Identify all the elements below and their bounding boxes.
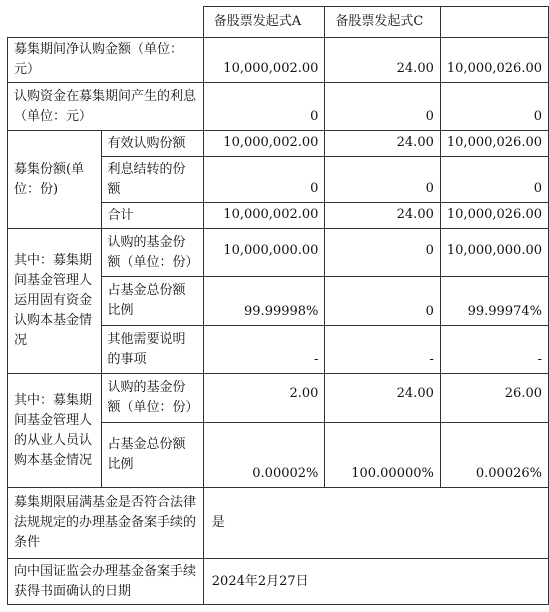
cell-value: 0	[325, 229, 440, 277]
cell-value: 0	[203, 157, 325, 203]
row-label: 认购的基金份额（单位：份）	[101, 374, 203, 423]
col-header-a: 备股票发起式A	[203, 7, 325, 38]
cell-value: 0	[325, 83, 440, 131]
row-label: 募集期限届满基金是否符合法律法规规定的办理基金备案手续的条件	[8, 488, 204, 559]
confirm-date-value: 2024年2月27日	[203, 559, 548, 605]
cell-value: 10,000,026.00	[440, 131, 548, 157]
cell-value: 0	[325, 157, 440, 203]
cell-value: 0.00026%	[440, 423, 548, 488]
cell-value: -	[440, 326, 548, 374]
cell-value: 0	[203, 83, 325, 131]
row-label: 其他需要说明的事项	[101, 326, 203, 374]
row-label: 占基金总份额比例	[101, 423, 203, 488]
cell-value: 0	[440, 83, 548, 131]
header-corner	[8, 7, 204, 38]
cell-value: 10,000,002.00	[203, 203, 325, 229]
cell-value: 99.99974%	[440, 277, 548, 326]
cell-value: 10,000,000.00	[440, 229, 548, 277]
cell-value: 99.99998%	[203, 277, 325, 326]
table-row	[8, 38, 549, 83]
cell-value: 10,000,026.00	[440, 203, 548, 229]
col-header-c: 备股票发起式C	[325, 7, 440, 38]
conditions-value: 是	[203, 488, 548, 559]
table-row	[8, 488, 549, 559]
row-label: 占基金总份额比例	[101, 277, 203, 326]
cell-value: 10,000,026.00	[440, 38, 548, 83]
group-label: 其中：募集期间基金管理人的从业人员认购本基金情况	[8, 374, 102, 488]
cell-value: 24.00	[325, 374, 440, 423]
cell-value: 100.00000%	[325, 423, 440, 488]
cell-value: 24.00	[325, 203, 440, 229]
cell-value: 0.00002%	[203, 423, 325, 488]
cell-value: 10,000,002.00	[203, 38, 325, 83]
row-label: 有效认购份额	[101, 131, 203, 157]
cell-value: 24.00	[325, 38, 440, 83]
table-row	[8, 131, 549, 157]
fund-raising-table	[7, 6, 549, 605]
row-label: 认购的基金份额（单位：份）	[101, 229, 203, 277]
cell-value: 10,000,002.00	[203, 131, 325, 157]
table-row	[8, 229, 549, 277]
row-label: 向中国证监会办理基金备案手续获得书面确认的日期	[8, 559, 204, 605]
row-label: 利息结转的份额	[101, 157, 203, 203]
row-label: 认购资金在募集期间产生的利息（单位：元）	[8, 83, 204, 131]
row-label: 募集期间净认购金额（单位：元）	[8, 38, 204, 83]
table-row	[8, 83, 549, 131]
cell-value: -	[325, 326, 440, 374]
cell-value: 2.00	[203, 374, 325, 423]
group-label: 募集份额(单位：份)	[8, 131, 102, 229]
table-row	[8, 559, 549, 605]
cell-value: 0	[440, 157, 548, 203]
cell-value: 0	[325, 277, 440, 326]
row-label: 合计	[101, 203, 203, 229]
group-label: 其中：募集期间基金管理人运用固有资金认购本基金情况	[8, 229, 102, 374]
cell-value: 24.00	[325, 131, 440, 157]
cell-value: 10,000,000.00	[203, 229, 325, 277]
cell-value: 26.00	[440, 374, 548, 423]
header-row	[8, 7, 549, 38]
col-header-total	[440, 7, 548, 38]
cell-value: -	[203, 326, 325, 374]
table-row	[8, 374, 549, 423]
